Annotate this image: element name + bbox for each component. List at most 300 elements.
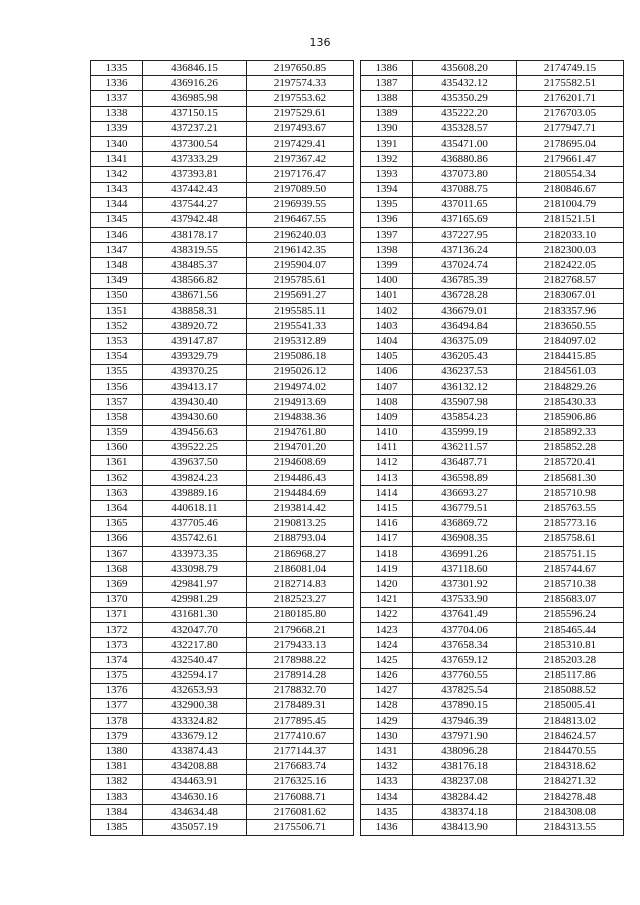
x-coordinate-cell: 437658.34 bbox=[413, 638, 517, 653]
x-coordinate-cell: 436598.89 bbox=[413, 471, 517, 486]
point-number-cell: 1405 bbox=[361, 349, 413, 364]
y-coordinate-cell: 2185596.24 bbox=[517, 607, 624, 622]
point-number-cell: 1366 bbox=[91, 531, 143, 546]
x-coordinate-cell: 437942.48 bbox=[143, 212, 247, 227]
point-number-cell: 1367 bbox=[91, 547, 143, 562]
table-row bbox=[361, 714, 624, 729]
table-row bbox=[361, 562, 624, 577]
point-number-cell: 1390 bbox=[361, 121, 413, 136]
x-coordinate-cell: 439824.23 bbox=[143, 471, 247, 486]
table-row bbox=[361, 805, 624, 820]
coordinates-table-right bbox=[360, 60, 624, 836]
point-number-cell: 1365 bbox=[91, 516, 143, 531]
table-row bbox=[361, 410, 624, 425]
y-coordinate-cell: 2196467.55 bbox=[247, 212, 354, 227]
x-coordinate-cell: 440618.11 bbox=[143, 501, 247, 516]
table-row bbox=[361, 790, 624, 805]
point-number-cell: 1381 bbox=[91, 759, 143, 774]
table-row bbox=[361, 638, 624, 653]
table-row bbox=[91, 440, 354, 455]
table-row bbox=[91, 577, 354, 592]
point-number-cell: 1391 bbox=[361, 136, 413, 151]
table-row bbox=[91, 136, 354, 151]
x-coordinate-cell: 438096.28 bbox=[413, 744, 517, 759]
point-number-cell: 1383 bbox=[91, 790, 143, 805]
point-number-cell: 1411 bbox=[361, 440, 413, 455]
x-coordinate-cell: 436211.57 bbox=[413, 440, 517, 455]
x-coordinate-cell: 437024.74 bbox=[413, 258, 517, 273]
y-coordinate-cell: 2190813.25 bbox=[247, 516, 354, 531]
y-coordinate-cell: 2197650.85 bbox=[247, 61, 354, 76]
y-coordinate-cell: 2185763.55 bbox=[517, 501, 624, 516]
table-row bbox=[91, 61, 354, 76]
point-number-cell: 1401 bbox=[361, 288, 413, 303]
y-coordinate-cell: 2194486.43 bbox=[247, 471, 354, 486]
table-row bbox=[361, 577, 624, 592]
x-coordinate-cell: 436375.09 bbox=[413, 334, 517, 349]
point-number-cell: 1388 bbox=[361, 91, 413, 106]
y-coordinate-cell: 2184415.85 bbox=[517, 349, 624, 364]
y-coordinate-cell: 2194761.80 bbox=[247, 425, 354, 440]
table-row bbox=[91, 592, 354, 607]
x-coordinate-cell: 436869.72 bbox=[413, 516, 517, 531]
y-coordinate-cell: 2185681.30 bbox=[517, 471, 624, 486]
table-row bbox=[361, 106, 624, 121]
x-coordinate-cell: 437890.15 bbox=[413, 698, 517, 713]
point-number-cell: 1428 bbox=[361, 698, 413, 713]
y-coordinate-cell: 2194484.69 bbox=[247, 486, 354, 501]
x-coordinate-cell: 435907.98 bbox=[413, 395, 517, 410]
y-coordinate-cell: 2195904.07 bbox=[247, 258, 354, 273]
x-coordinate-cell: 436494.84 bbox=[413, 319, 517, 334]
x-coordinate-cell: 437760.55 bbox=[413, 668, 517, 683]
point-number-cell: 1395 bbox=[361, 197, 413, 212]
y-coordinate-cell: 2182714.83 bbox=[247, 577, 354, 592]
point-number-cell: 1384 bbox=[91, 805, 143, 820]
point-number-cell: 1350 bbox=[91, 288, 143, 303]
x-coordinate-cell: 432900.38 bbox=[143, 698, 247, 713]
point-number-cell: 1373 bbox=[91, 638, 143, 653]
table-row bbox=[361, 668, 624, 683]
table-row bbox=[91, 410, 354, 425]
table-row bbox=[361, 167, 624, 182]
table-row bbox=[361, 471, 624, 486]
y-coordinate-cell: 2185005.41 bbox=[517, 698, 624, 713]
x-coordinate-cell: 439147.87 bbox=[143, 334, 247, 349]
point-number-cell: 1346 bbox=[91, 228, 143, 243]
x-coordinate-cell: 436205.43 bbox=[413, 349, 517, 364]
table-row bbox=[361, 243, 624, 258]
x-coordinate-cell: 438374.18 bbox=[413, 805, 517, 820]
point-number-cell: 1369 bbox=[91, 577, 143, 592]
y-coordinate-cell: 2178695.04 bbox=[517, 136, 624, 151]
y-coordinate-cell: 2175582.51 bbox=[517, 76, 624, 91]
point-number-cell: 1421 bbox=[361, 592, 413, 607]
x-coordinate-cell: 435608.20 bbox=[413, 61, 517, 76]
y-coordinate-cell: 2182523.27 bbox=[247, 592, 354, 607]
point-number-cell: 1342 bbox=[91, 167, 143, 182]
y-coordinate-cell: 2176325.16 bbox=[247, 774, 354, 789]
x-coordinate-cell: 429841.97 bbox=[143, 577, 247, 592]
x-coordinate-cell: 439522.25 bbox=[143, 440, 247, 455]
point-number-cell: 1370 bbox=[91, 592, 143, 607]
table-row bbox=[91, 228, 354, 243]
point-number-cell: 1376 bbox=[91, 683, 143, 698]
table-row bbox=[91, 683, 354, 698]
table-row bbox=[361, 364, 624, 379]
x-coordinate-cell: 436785.39 bbox=[413, 273, 517, 288]
y-coordinate-cell: 2180846.67 bbox=[517, 182, 624, 197]
table-row bbox=[91, 106, 354, 121]
point-number-cell: 1403 bbox=[361, 319, 413, 334]
y-coordinate-cell: 2185892.33 bbox=[517, 425, 624, 440]
x-coordinate-cell: 433324.82 bbox=[143, 714, 247, 729]
x-coordinate-cell: 432653.93 bbox=[143, 683, 247, 698]
y-coordinate-cell: 2197493.67 bbox=[247, 121, 354, 136]
x-coordinate-cell: 439329.79 bbox=[143, 349, 247, 364]
point-number-cell: 1434 bbox=[361, 790, 413, 805]
y-coordinate-cell: 2182300.03 bbox=[517, 243, 624, 258]
y-coordinate-cell: 2177144.37 bbox=[247, 744, 354, 759]
table-row bbox=[91, 486, 354, 501]
y-coordinate-cell: 2176081.62 bbox=[247, 805, 354, 820]
table-row bbox=[91, 698, 354, 713]
point-number-cell: 1408 bbox=[361, 395, 413, 410]
y-coordinate-cell: 2178988.22 bbox=[247, 653, 354, 668]
table-row bbox=[91, 547, 354, 562]
x-coordinate-cell: 437237.21 bbox=[143, 121, 247, 136]
table-row bbox=[361, 334, 624, 349]
y-coordinate-cell: 2195785.61 bbox=[247, 273, 354, 288]
point-number-cell: 1382 bbox=[91, 774, 143, 789]
table-row bbox=[91, 121, 354, 136]
table-row bbox=[91, 516, 354, 531]
y-coordinate-cell: 2179433.13 bbox=[247, 638, 354, 653]
x-coordinate-cell: 439889.16 bbox=[143, 486, 247, 501]
point-number-cell: 1413 bbox=[361, 471, 413, 486]
x-coordinate-cell: 436487.71 bbox=[413, 455, 517, 470]
y-coordinate-cell: 2183357.96 bbox=[517, 304, 624, 319]
table-row bbox=[91, 91, 354, 106]
table-row bbox=[91, 501, 354, 516]
x-coordinate-cell: 436916.26 bbox=[143, 76, 247, 91]
point-number-cell: 1412 bbox=[361, 455, 413, 470]
point-number-cell: 1363 bbox=[91, 486, 143, 501]
y-coordinate-cell: 2182033.10 bbox=[517, 228, 624, 243]
y-coordinate-cell: 2178489.31 bbox=[247, 698, 354, 713]
x-coordinate-cell: 437705.46 bbox=[143, 516, 247, 531]
y-coordinate-cell: 2185088.52 bbox=[517, 683, 624, 698]
table-row bbox=[91, 197, 354, 212]
y-coordinate-cell: 2185430.33 bbox=[517, 395, 624, 410]
y-coordinate-cell: 2184313.55 bbox=[517, 820, 624, 835]
x-coordinate-cell: 437118.60 bbox=[413, 562, 517, 577]
y-coordinate-cell: 2182768.57 bbox=[517, 273, 624, 288]
point-number-cell: 1410 bbox=[361, 425, 413, 440]
x-coordinate-cell: 434630.16 bbox=[143, 790, 247, 805]
point-number-cell: 1420 bbox=[361, 577, 413, 592]
y-coordinate-cell: 2185710.38 bbox=[517, 577, 624, 592]
x-coordinate-cell: 437704.06 bbox=[413, 622, 517, 637]
point-number-cell: 1339 bbox=[91, 121, 143, 136]
point-number-cell: 1433 bbox=[361, 774, 413, 789]
x-coordinate-cell: 433098.79 bbox=[143, 562, 247, 577]
x-coordinate-cell: 435999.19 bbox=[413, 425, 517, 440]
point-number-cell: 1422 bbox=[361, 607, 413, 622]
x-coordinate-cell: 436779.51 bbox=[413, 501, 517, 516]
x-coordinate-cell: 437533.90 bbox=[413, 592, 517, 607]
coordinates-table-left-body bbox=[91, 61, 354, 836]
point-number-cell: 1404 bbox=[361, 334, 413, 349]
point-number-cell: 1389 bbox=[361, 106, 413, 121]
x-coordinate-cell: 437150.15 bbox=[143, 106, 247, 121]
table-row bbox=[361, 61, 624, 76]
y-coordinate-cell: 2184278.48 bbox=[517, 790, 624, 805]
x-coordinate-cell: 437971.90 bbox=[413, 729, 517, 744]
point-number-cell: 1345 bbox=[91, 212, 143, 227]
point-number-cell: 1400 bbox=[361, 273, 413, 288]
y-coordinate-cell: 2185720.41 bbox=[517, 455, 624, 470]
table-row bbox=[361, 759, 624, 774]
point-number-cell: 1378 bbox=[91, 714, 143, 729]
y-coordinate-cell: 2183067.01 bbox=[517, 288, 624, 303]
point-number-cell: 1337 bbox=[91, 91, 143, 106]
table-row bbox=[91, 607, 354, 622]
x-coordinate-cell: 436728.28 bbox=[413, 288, 517, 303]
point-number-cell: 1351 bbox=[91, 304, 143, 319]
table-row bbox=[361, 228, 624, 243]
x-coordinate-cell: 435742.61 bbox=[143, 531, 247, 546]
x-coordinate-cell: 439456.63 bbox=[143, 425, 247, 440]
x-coordinate-cell: 437825.54 bbox=[413, 683, 517, 698]
table-row bbox=[361, 304, 624, 319]
table-row bbox=[91, 638, 354, 653]
table-row bbox=[361, 425, 624, 440]
table-row bbox=[361, 197, 624, 212]
point-number-cell: 1379 bbox=[91, 729, 143, 744]
x-coordinate-cell: 437227.95 bbox=[413, 228, 517, 243]
x-coordinate-cell: 436908.35 bbox=[413, 531, 517, 546]
point-number-cell: 1406 bbox=[361, 364, 413, 379]
y-coordinate-cell: 2181004.79 bbox=[517, 197, 624, 212]
x-coordinate-cell: 438671.56 bbox=[143, 288, 247, 303]
x-coordinate-cell: 433874.43 bbox=[143, 744, 247, 759]
table-row bbox=[91, 395, 354, 410]
y-coordinate-cell: 2185203.28 bbox=[517, 653, 624, 668]
point-number-cell: 1353 bbox=[91, 334, 143, 349]
x-coordinate-cell: 436132.12 bbox=[413, 379, 517, 394]
x-coordinate-cell: 433679.12 bbox=[143, 729, 247, 744]
y-coordinate-cell: 2185117.86 bbox=[517, 668, 624, 683]
x-coordinate-cell: 436693.27 bbox=[413, 486, 517, 501]
y-coordinate-cell: 2194913.69 bbox=[247, 395, 354, 410]
table-row bbox=[361, 273, 624, 288]
x-coordinate-cell: 434208.88 bbox=[143, 759, 247, 774]
y-coordinate-cell: 2197429.41 bbox=[247, 136, 354, 151]
x-coordinate-cell: 434634.48 bbox=[143, 805, 247, 820]
y-coordinate-cell: 2197176.47 bbox=[247, 167, 354, 182]
point-number-cell: 1423 bbox=[361, 622, 413, 637]
y-coordinate-cell: 2179661.47 bbox=[517, 152, 624, 167]
y-coordinate-cell: 2195541.33 bbox=[247, 319, 354, 334]
x-coordinate-cell: 438176.18 bbox=[413, 759, 517, 774]
y-coordinate-cell: 2195086.18 bbox=[247, 349, 354, 364]
y-coordinate-cell: 2195691.27 bbox=[247, 288, 354, 303]
table-row bbox=[91, 243, 354, 258]
table-row bbox=[361, 653, 624, 668]
point-number-cell: 1356 bbox=[91, 379, 143, 394]
table-row bbox=[361, 698, 624, 713]
x-coordinate-cell: 438485.37 bbox=[143, 258, 247, 273]
coordinates-table-right-body bbox=[361, 61, 624, 836]
table-row bbox=[91, 212, 354, 227]
table-row bbox=[361, 121, 624, 136]
point-number-cell: 1432 bbox=[361, 759, 413, 774]
table-row bbox=[91, 820, 354, 835]
y-coordinate-cell: 2195312.89 bbox=[247, 334, 354, 349]
point-number-cell: 1407 bbox=[361, 379, 413, 394]
x-coordinate-cell: 437011.65 bbox=[413, 197, 517, 212]
point-number-cell: 1431 bbox=[361, 744, 413, 759]
x-coordinate-cell: 436679.01 bbox=[413, 304, 517, 319]
point-number-cell: 1436 bbox=[361, 820, 413, 835]
table-row bbox=[91, 349, 354, 364]
table-row bbox=[361, 136, 624, 151]
point-number-cell: 1417 bbox=[361, 531, 413, 546]
x-coordinate-cell: 437088.75 bbox=[413, 182, 517, 197]
point-number-cell: 1435 bbox=[361, 805, 413, 820]
y-coordinate-cell: 2197574.33 bbox=[247, 76, 354, 91]
y-coordinate-cell: 2184470.55 bbox=[517, 744, 624, 759]
y-coordinate-cell: 2185710.98 bbox=[517, 486, 624, 501]
y-coordinate-cell: 2185744.67 bbox=[517, 562, 624, 577]
point-number-cell: 1426 bbox=[361, 668, 413, 683]
y-coordinate-cell: 2178914.28 bbox=[247, 668, 354, 683]
y-coordinate-cell: 2185758.61 bbox=[517, 531, 624, 546]
table-row bbox=[91, 531, 354, 546]
y-coordinate-cell: 2186968.27 bbox=[247, 547, 354, 562]
y-coordinate-cell: 2180185.80 bbox=[247, 607, 354, 622]
x-coordinate-cell: 436237.53 bbox=[413, 364, 517, 379]
y-coordinate-cell: 2184318.62 bbox=[517, 759, 624, 774]
point-number-cell: 1372 bbox=[91, 622, 143, 637]
table-row bbox=[91, 653, 354, 668]
point-number-cell: 1427 bbox=[361, 683, 413, 698]
x-coordinate-cell: 437393.81 bbox=[143, 167, 247, 182]
point-number-cell: 1425 bbox=[361, 653, 413, 668]
y-coordinate-cell: 2180554.34 bbox=[517, 167, 624, 182]
point-number-cell: 1348 bbox=[91, 258, 143, 273]
point-number-cell: 1359 bbox=[91, 425, 143, 440]
point-number-cell: 1380 bbox=[91, 744, 143, 759]
point-number-cell: 1343 bbox=[91, 182, 143, 197]
table-row bbox=[91, 425, 354, 440]
x-coordinate-cell: 439637.50 bbox=[143, 455, 247, 470]
point-number-cell: 1402 bbox=[361, 304, 413, 319]
y-coordinate-cell: 2184308.08 bbox=[517, 805, 624, 820]
x-coordinate-cell: 437073.80 bbox=[413, 167, 517, 182]
y-coordinate-cell: 2185683.07 bbox=[517, 592, 624, 607]
x-coordinate-cell: 437333.29 bbox=[143, 152, 247, 167]
table-row bbox=[91, 273, 354, 288]
x-coordinate-cell: 436991.26 bbox=[413, 547, 517, 562]
point-number-cell: 1361 bbox=[91, 455, 143, 470]
x-coordinate-cell: 432047.70 bbox=[143, 622, 247, 637]
x-coordinate-cell: 429981.29 bbox=[143, 592, 247, 607]
y-coordinate-cell: 2184813.02 bbox=[517, 714, 624, 729]
table-row bbox=[91, 334, 354, 349]
point-number-cell: 1397 bbox=[361, 228, 413, 243]
point-number-cell: 1338 bbox=[91, 106, 143, 121]
y-coordinate-cell: 2197089.50 bbox=[247, 182, 354, 197]
table-row bbox=[361, 486, 624, 501]
table-row bbox=[91, 714, 354, 729]
point-number-cell: 1386 bbox=[361, 61, 413, 76]
y-coordinate-cell: 2197553.62 bbox=[247, 91, 354, 106]
y-coordinate-cell: 2194838.36 bbox=[247, 410, 354, 425]
point-number-cell: 1377 bbox=[91, 698, 143, 713]
y-coordinate-cell: 2186081.04 bbox=[247, 562, 354, 577]
point-number-cell: 1347 bbox=[91, 243, 143, 258]
table-row bbox=[91, 774, 354, 789]
point-number-cell: 1418 bbox=[361, 547, 413, 562]
point-number-cell: 1385 bbox=[91, 820, 143, 835]
y-coordinate-cell: 2177895.45 bbox=[247, 714, 354, 729]
x-coordinate-cell: 439413.17 bbox=[143, 379, 247, 394]
table-row bbox=[91, 562, 354, 577]
table-row bbox=[91, 622, 354, 637]
point-number-cell: 1374 bbox=[91, 653, 143, 668]
x-coordinate-cell: 437544.27 bbox=[143, 197, 247, 212]
point-number-cell: 1398 bbox=[361, 243, 413, 258]
point-number-cell: 1419 bbox=[361, 562, 413, 577]
table-row bbox=[91, 319, 354, 334]
y-coordinate-cell: 2196142.35 bbox=[247, 243, 354, 258]
point-number-cell: 1429 bbox=[361, 714, 413, 729]
y-coordinate-cell: 2196240.03 bbox=[247, 228, 354, 243]
y-coordinate-cell: 2175506.71 bbox=[247, 820, 354, 835]
point-number-cell: 1344 bbox=[91, 197, 143, 212]
y-coordinate-cell: 2185465.44 bbox=[517, 622, 624, 637]
x-coordinate-cell: 433973.35 bbox=[143, 547, 247, 562]
point-number-cell: 1371 bbox=[91, 607, 143, 622]
y-coordinate-cell: 2197529.61 bbox=[247, 106, 354, 121]
x-coordinate-cell: 438178.17 bbox=[143, 228, 247, 243]
x-coordinate-cell: 434463.91 bbox=[143, 774, 247, 789]
x-coordinate-cell: 437641.49 bbox=[413, 607, 517, 622]
y-coordinate-cell: 2194608.69 bbox=[247, 455, 354, 470]
point-number-cell: 1368 bbox=[91, 562, 143, 577]
table-row bbox=[361, 76, 624, 91]
table-row bbox=[361, 547, 624, 562]
table-row bbox=[361, 182, 624, 197]
y-coordinate-cell: 2185852.28 bbox=[517, 440, 624, 455]
point-number-cell: 1354 bbox=[91, 349, 143, 364]
y-coordinate-cell: 2196939.55 bbox=[247, 197, 354, 212]
table-row bbox=[91, 258, 354, 273]
x-coordinate-cell: 437301.92 bbox=[413, 577, 517, 592]
x-coordinate-cell: 432594.17 bbox=[143, 668, 247, 683]
point-number-cell: 1360 bbox=[91, 440, 143, 455]
table-row bbox=[91, 668, 354, 683]
y-coordinate-cell: 2185773.16 bbox=[517, 516, 624, 531]
x-coordinate-cell: 438566.82 bbox=[143, 273, 247, 288]
table-row bbox=[91, 182, 354, 197]
y-coordinate-cell: 2193814.42 bbox=[247, 501, 354, 516]
x-coordinate-cell: 432217.80 bbox=[143, 638, 247, 653]
point-number-cell: 1430 bbox=[361, 729, 413, 744]
x-coordinate-cell: 438319.55 bbox=[143, 243, 247, 258]
